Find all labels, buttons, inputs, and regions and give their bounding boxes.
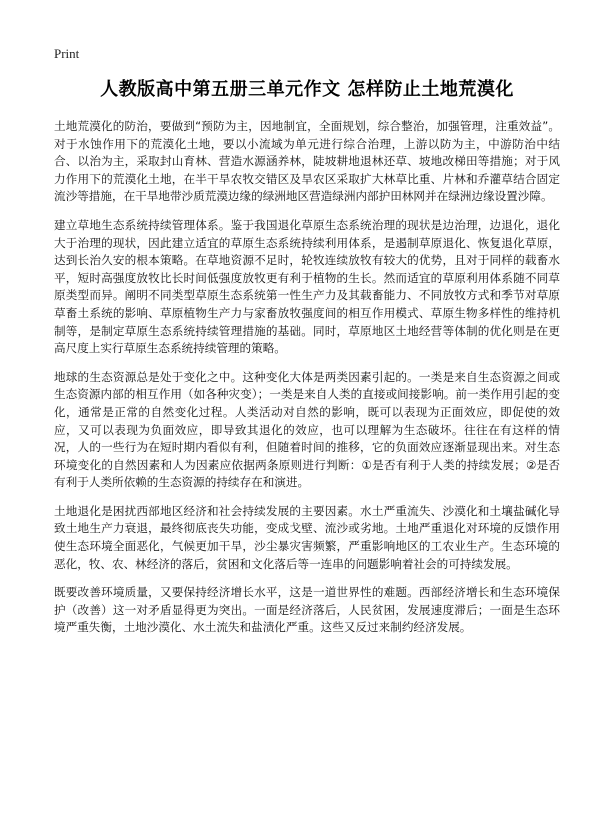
paragraph-1: 土地荒漠化的防治，要做到“预防为主，因地制宜，全面规划，综合整治，加强管理，注重效益”。对于水蚀作用下的荒漠化土地，要以小流域为单元进行综合治理，上游以防为主，中游防治中结合、以治为主，采取封山育林、营造水源涵养林，陡坡耕地退林还草、坡地改梯田等措施；对于风力作用下的荒漠化土地，在半干旱农牧交错区及旱农区采取扩大林草比重、片林和乔灌草结合固定流沙等措施，在干旱地带沙质荒漠边缘的绿洲地区营造绿洲内部护田林网并在绿洲边缘设置沙障。	[54, 119, 560, 204]
paragraph-4: 土地退化是困扰西部地区经济和社会持续发展的主要因素。水土严重流失、沙漠化和土壤盐碱化导致土地生产力衰退，最终彻底丧失功能，变成戈壁、流沙或劣地。土地严重退化对环境的反馈作用使生态环境全面恶化，气候更加干旱，沙尘暴灾害频繁，严重影响地区的工农业生产。生态环境的恶化，牧、农、林经济的落后，贫困和文化落后等一连串的问题影响着社会的可持续发展。	[54, 503, 560, 571]
paragraph-5: 既要改善环境质量，又要保持经济增长水平，这是一道世界性的难题。西部经济增长和生态环境保护（改善）这一对矛盾显得更为突出。一面是经济落后，人民贫困，发展速度滞后；一面是生态环境严重失衡，土地沙漠化、水土流失和盐渍化严重。这些又反过来制约经济发展。	[54, 585, 560, 635]
print-label: Print	[54, 46, 80, 61]
page-title: 人教版高中第五册三单元作文 怎样防止土地荒漠化	[100, 79, 514, 100]
paragraph-2: 建立草地生态系统持续管理体系。鉴于我国退化草原生态系统治理的现状是边治理，边退化，退化大于治理的现状，因此建立适宜的草原生态系统持续利用体系，是遏制草原退化、恢复退化草原，达到长治久安的根本策略。在草地资源不足时，轮牧连续放牧有较大的优势，且对于同样的载畜水平，短时高强度放牧比长时间低强度放牧更有利于植物的生长。然而适宜的草原利用体系随不同草原类型而异。阐明不同类型草原生态系统第一性生产力及其载畜能力、不同放牧方式和季节对草原草畜土系统的影响、草原植物生产力与家畜放牧强度间的相互作用模式、草原生物多样性的维持机制等，是制定草原生态系统持续管理措施的基础。同时，草原地区土地经营等体制的优化则是在更高尺度上实行草原生态系统持续管理的策略。	[54, 217, 560, 356]
paragraph-3: 地球的生态资源总是处于变化之中。这种变化大体是两类因素引起的。一类是来自生态资源之间或生态资源内部的相互作用（如各种灾变）；一类是来自人类的直接或间接影响。前一类作用引起的变化，通常是正常的自然变化过程。人类活动对自然的影响，既可以表现为正面效应，即促使的效应，又可以表现为负面效应，即导致其退化的效应，也可以理解为生态破坏。往往在有这样的情况，人的一些行为在短时期内看似有利，但随着时间的推移，它的负面效应逐渐显现出来。对生态环境变化的自然因素和人为因素应依据两条原则进行判断：①是否有利于人类的持续发展；②是否有利于人类所依赖的生态资源的持续存在和演进。	[54, 369, 560, 490]
